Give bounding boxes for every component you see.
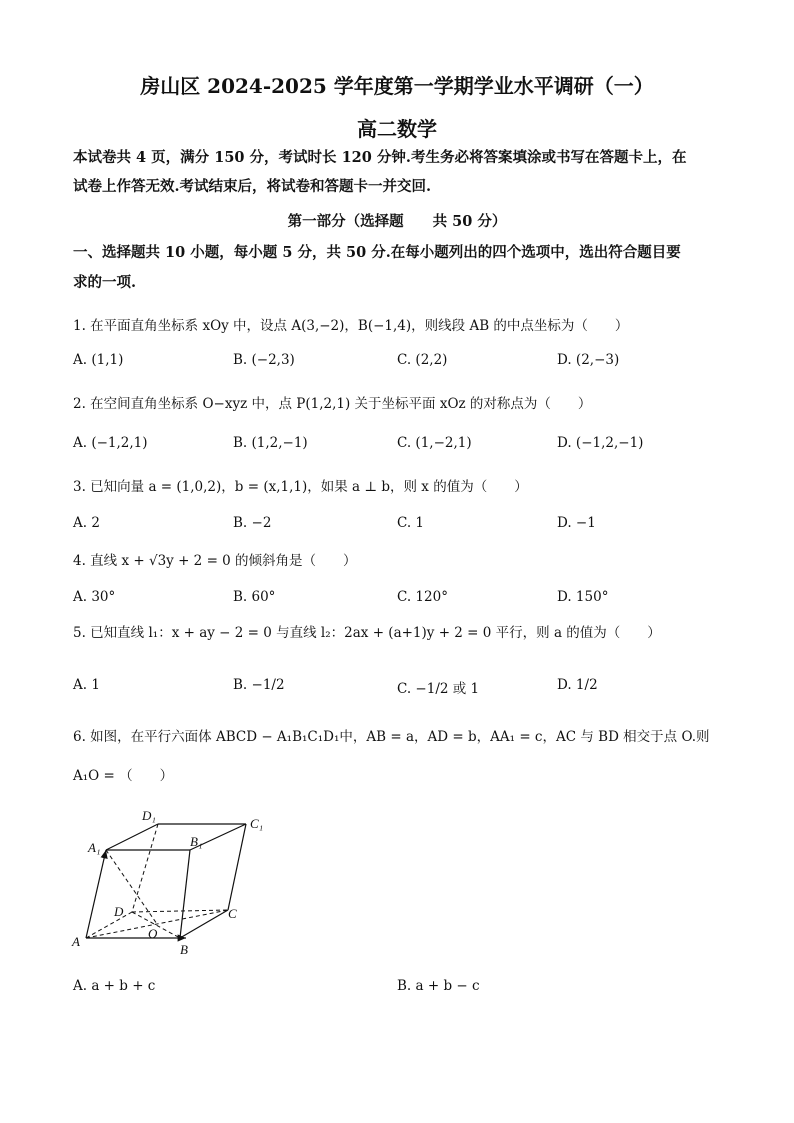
question-4-option-a[interactable]: A. 30°	[73, 589, 116, 605]
edge-b1-b	[180, 850, 190, 938]
question-5-option-c[interactable]: C. −1/2 或 1	[397, 681, 480, 697]
edge-b-c	[180, 910, 228, 938]
label-c1: C₁	[250, 816, 264, 831]
question-6-stem-line-1: 6. 如图，在平行六面体 ABCD − A₁B₁C₁D₁中，AB = a，AD = b，AA₁ = c，AC 与 BD 相交于点 O.则	[73, 729, 710, 745]
label-a1: A₁	[88, 840, 101, 855]
question-5-option-d[interactable]: D. 1/2	[557, 677, 598, 693]
instructions-line-1: 本试卷共 4 页，满分 150 分，考试时长 120 分钟.考生务必将答案填涂或书写在答题卡上，在	[73, 149, 687, 166]
edge-d-c	[132, 910, 228, 912]
question-1-option-a[interactable]: A. (1,1)	[73, 352, 124, 368]
question-2-option-d[interactable]: D. (−1,2,−1)	[557, 435, 644, 451]
edge-d1-a1	[106, 824, 158, 850]
question-3-option-a[interactable]: A. 2	[73, 515, 100, 531]
vector-aa1	[86, 850, 106, 938]
question-1-stem: 1. 在平面直角坐标系 xOy 中，设点 A(3,−2)，B(−1,4)，则线段 AB 的中点坐标为（ ）	[73, 318, 629, 334]
instructions-line-2: 试卷上作答无效.考试结束后，将试卷和答题卡一并交回.	[73, 178, 432, 195]
label-d1: D₁	[142, 808, 156, 823]
question-5-option-b[interactable]: B. −1/2	[233, 677, 285, 693]
label-o: O	[148, 926, 158, 941]
exam-subject: 高二数学	[357, 117, 437, 141]
question-4-option-b[interactable]: B. 60°	[233, 589, 276, 605]
instructions	[73, 143, 723, 201]
label-d: D	[114, 904, 124, 919]
question-6-option-a[interactable]: A. a + b + c	[73, 978, 156, 994]
question-2-option-c[interactable]: C. (1,−2,1)	[397, 435, 472, 451]
question-2-option-a[interactable]: A. (−1,2,1)	[73, 435, 148, 451]
question-4-option-d[interactable]: D. 150°	[557, 589, 609, 605]
section-one-heading	[73, 238, 723, 298]
question-1-option-b[interactable]: B. (−2,3)	[233, 352, 295, 368]
question-6-option-b[interactable]: B. a + b − c	[397, 978, 480, 994]
question-1-option-d[interactable]: D. (2,−3)	[557, 352, 620, 368]
question-5-option-a[interactable]: A. 1	[73, 677, 100, 693]
question-3-option-b[interactable]: B. −2	[233, 515, 272, 531]
question-6-stem-line-2: A₁O = （ ）	[73, 768, 174, 784]
edge-d1-d	[132, 824, 158, 912]
exam-title: 房山区 2024-2025 学年度第一学期学业水平调研（一）	[140, 74, 654, 98]
question-4-stem: 4. 直线 x + √3y + 2 = 0 的倾斜角是（ ）	[73, 553, 357, 569]
question-4-option-c[interactable]: C. 120°	[397, 589, 448, 605]
question-2-stem: 2. 在空间直角坐标系 O−xyz 中，点 P(1,2,1) 关于坐标平面 xOz 的对称点为（ ）	[73, 396, 592, 412]
question-3-stem: 3. 已知向量 a = (1,0,2)，b = (x,1,1)，如果 a ⊥ b，则 x 的值为（ ）	[73, 479, 528, 495]
question-3-option-c[interactable]: C. 1	[397, 515, 425, 531]
edge-c1-c	[228, 824, 246, 910]
parallelepiped-figure	[70, 800, 280, 962]
part-one-heading: 第一部分（选择题 共 50 分）	[287, 213, 507, 230]
label-b1: B₁	[190, 834, 203, 849]
section-one-line-1: 一、选择题共 10 小题，每小题 5 分，共 50 分.在每小题列出的四个选项中，选出符合题目要	[73, 244, 681, 261]
question-1-option-c[interactable]: C. (2,2)	[397, 352, 448, 368]
question-3-option-d[interactable]: D. −1	[557, 515, 596, 531]
label-c: C	[228, 906, 237, 921]
edge-a-d	[86, 912, 132, 938]
question-5-stem: 5. 已知直线 l₁：x + ay − 2 = 0 与直线 l₂：2ax + (a+1)y + 2 = 0 平行，则 a 的值为（ ）	[73, 625, 661, 641]
label-a: A	[72, 934, 80, 949]
section-one-line-2: 求的一项.	[73, 274, 137, 291]
label-b: B	[180, 942, 188, 957]
question-2-option-b[interactable]: B. (1,2,−1)	[233, 435, 308, 451]
